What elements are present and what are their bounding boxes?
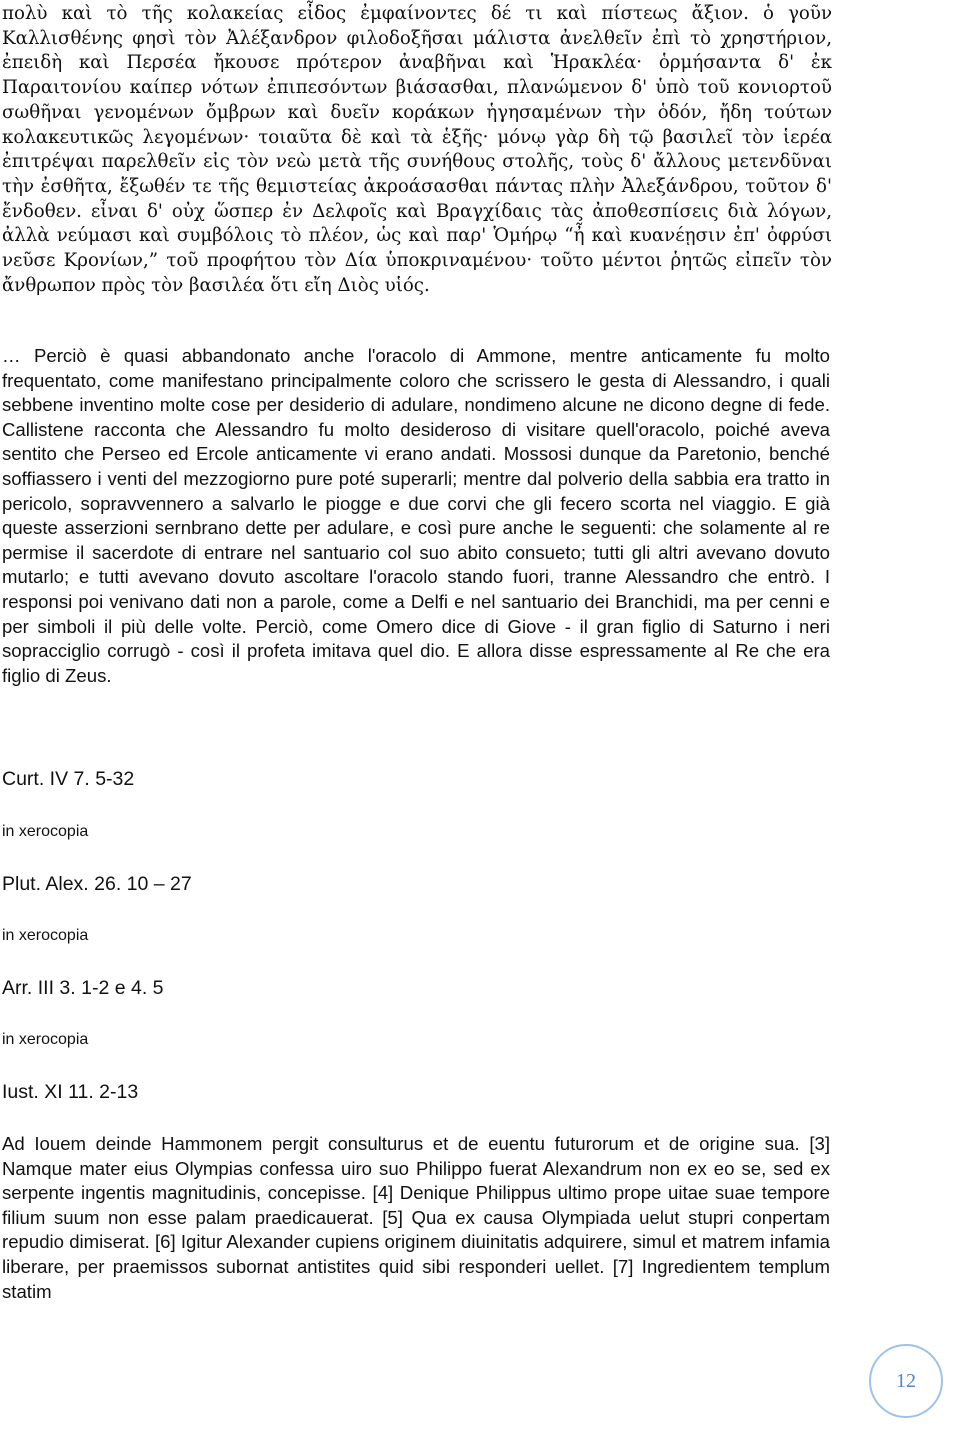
italian-translation: … Perciò è quasi abbandonato anche l'oracolo di Ammone, mentre anticamente fu molto frequentato, come manifestano principalmente coloro che scrissero le gesta di Alessandro, i quali sebbene inventino molte cose per desiderio di adulare, nondimeno alcune ne dicono degne di fede. Callistene racconta che Alessandro fu molto desideroso di visitare quell'oracolo, poiché aveva sentito che Perseo ed Ercole anticamente vi erano andati. Mossosi dunque da Paretonio, benché soffiassero i venti del mezzogiorno pure poté superarli; mentre dal polverio della sabbia era tratto in pericolo, sopravvennero a salvarlo le piogge e due corvi che gli fecero scorta nel viaggio. E già queste asserzioni sernbrano dette per adulare, e così pure anche le seguenti: che solamente al re permise il sacerdote di entrare nel santuario col suo abito consueto; tutti gli altri avevano dovuto mutarlo; e tutti avevano dovuto ascoltare l'oracolo stando fuori, tranne Alessandro che entrò. I responsi poi venivano dati non a parole, come a Delfi e nel santuario dei Branchidi, ma per cenni e per simboli il più delle volte. Perciò, come Omero dice di Giove - il gran figlio di Saturno i neri sopracciglio corrugò - così il profeta imitava quel dio. E allora disse espressamente al Re che era figlio di Zeus. (2, 345, 830, 686)
reference-curtius: Curt. IV 7. 5-32 (2, 768, 135, 790)
reference-arrian: Arr. III 3. 1-2 e 4. 5 (2, 977, 164, 999)
reference-plutarch: Plut. Alex. 26. 10 – 27 (2, 873, 192, 895)
reference-justin: Iust. XI 11. 2-13 (2, 1081, 139, 1103)
greek-passage: πολὺ καὶ τὸ τῆς κολακείας εἶδος ἐμφαίνοντες δέ τι καὶ πίστεως ἄξιον. ὁ γοῦν Καλλισθένης φησὶ τὸν Ἀλέξανδρον φιλοδοξῆσαι μάλιστα ἀνελθεῖν ἐπὶ τὸ χρηστήριον, ἐπειδὴ καὶ Περσέα ἤκουσε πρότερον ἀναβῆναι καὶ Ἡρακλέα· ὁρμήσαντα δ' ἐκ Παραιτονίου καίπερ νότων ἐπιπεσόντων βιάσασθαι, πλανώμενον δ' ὑπὸ τοῦ κονιορτοῦ σωθῆναι γενομένων ὄμβρων καὶ δυεῖν κοράκων ἡγησαμένων τὴν ὁδόν, ἤδη τούτων κολακευτικῶς λεγομένων· τοιαῦτα δὲ καὶ τὰ ἑξῆς· μόνῳ γὰρ δὴ τῷ βασιλεῖ τὸν ἱερέα ἐπιτρέψαι παρελθεῖν εἰς τὸν νεὼ μετὰ τῆς συνήθους στολῆς, τοὺς δ' ἄλλους μετενδῦναι τὴν ἐσθῆτα, ἔξωθέν τε τῆς θεμιστείας ἀκροάσασθαι πάντας πλὴν Ἀλεξάνδρου, τοῦτον δ' ἔνδοθεν. εἶναι δ' οὐχ ὥσπερ ἐν Δελφοῖς καὶ Βραγχίδαις τὰς ἀποθεσπίσεις διὰ λόγων, ἀλλὰ νεύμασι καὶ συμβόλοις τὸ πλέον, ὡς καὶ παρ' Ὁμήρῳ “ἦ καὶ κυανέῃσιν ἐπ' ὀφρύσι νεῦσε Κρονίων,” τοῦ προφήτου τὸν Δία ὑποκριναμένου· τοῦτο μέντοι ῥητῶς εἰπεῖν τὸν ἄνθρωπον πρὸς τὸν βασιλέα ὅτι εἴη Διὸς υἱός. (2, 3, 832, 296)
latin-passage: Ad Iouem deinde Hammonem pergit consulturus et de euentu futurorum et de origine sua. [3] Namque mater eius Olympias confessa uiro suo Philippo fuerat Alexandrum non ex eo se, sed ex serpente ingentis magnitudinis, concepisse. [4] Denique Philippus ultimo prope uitae suae tempore filium suum non esse palam praedicauerat. [5] Qua ex causa Olympiada uelut stupri conpertam repudio dimiserat. [6] Igitur Alexander cupiens originem diuinitatis adquirere, simul et matrem infamia liberare, per praemissos subornat antistites quid sibi responderi uellet. [7] Ingredientem templum statim (2, 1133, 830, 1302)
reference-plutarch-note: in xerocopia (2, 927, 89, 944)
page-number: 12 (896, 1369, 916, 1392)
reference-arrian-note: in xerocopia (2, 1031, 89, 1048)
page-number-badge (869, 1344, 943, 1418)
reference-curtius-note: in xerocopia (2, 823, 89, 840)
